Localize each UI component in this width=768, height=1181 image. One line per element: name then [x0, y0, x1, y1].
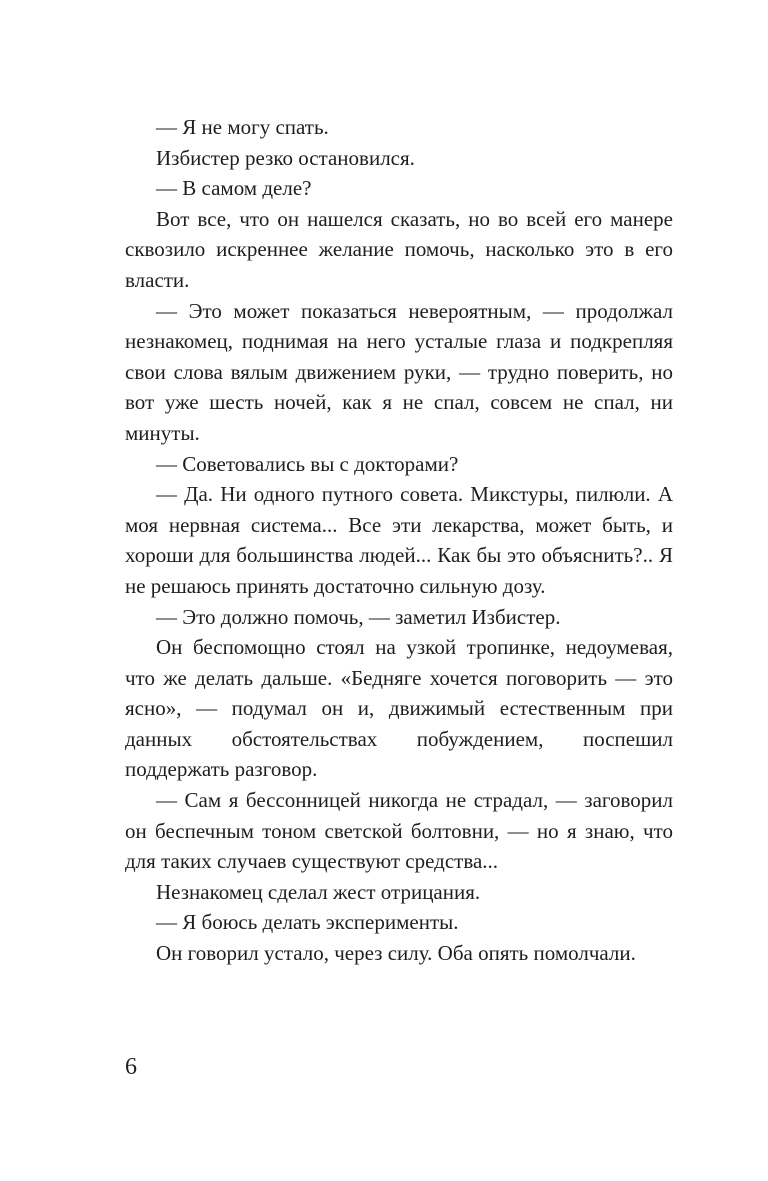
body-text — [125, 112, 673, 969]
page-number: 6 — [125, 1054, 137, 1080]
paragraph: Избистер резко остановился. — [156, 145, 415, 170]
paragraph: — Советовались вы с докторами? — [156, 451, 459, 476]
paragraph: — Да. Ни одного путного совета. Микстуры, пилюли. А моя нервная система... Все эти лекарства, может быть, и хороши для большинства людей... Как бы это объяснить?.. Я не решаюсь принять достаточно сильную дозу. — [125, 482, 673, 598]
paragraph: — В самом деле? — [156, 176, 312, 201]
paragraph: Незнакомец сделал жест отрицания. — [156, 879, 481, 904]
paragraph: — Это должно помочь, — заметил Избистер. — [156, 604, 561, 629]
paragraph: — Это может показаться невероятным, — продолжал незнакомец, поднимая на него усталые глаза и подкрепляя свои слова вялым движением руки, — трудно поверить, но вот уже шесть ночей, как я не спал, совсем не спал, ни минуты. — [125, 298, 673, 445]
paragraph: Он беспомощно стоял на узкой тропинке, недоумевая, что же делать дальше. «Бедняге хочется поговорить — это ясно», — подумал он и, движимый естественным при данных обстоятельствах побуждением, поспешил поддержать разговор. — [125, 635, 673, 782]
paragraph: Вот все, что он нашелся сказать, но во всей его манере сквозило искреннее желание помочь, насколько это в его власти. — [125, 206, 673, 292]
paragraph: — Я боюсь делать эксперименты. — [156, 910, 459, 935]
paragraph: Он говорил устало, через силу. Оба опять помолчали. — [156, 941, 636, 966]
paragraph: — Сам я бессонницей никогда не страдал, — заговорил он беспечным тоном светской болтовни, — но я знаю, что для таких случаев существуют средства... — [125, 788, 673, 874]
paragraph: — Я не могу спать. — [156, 115, 329, 139]
